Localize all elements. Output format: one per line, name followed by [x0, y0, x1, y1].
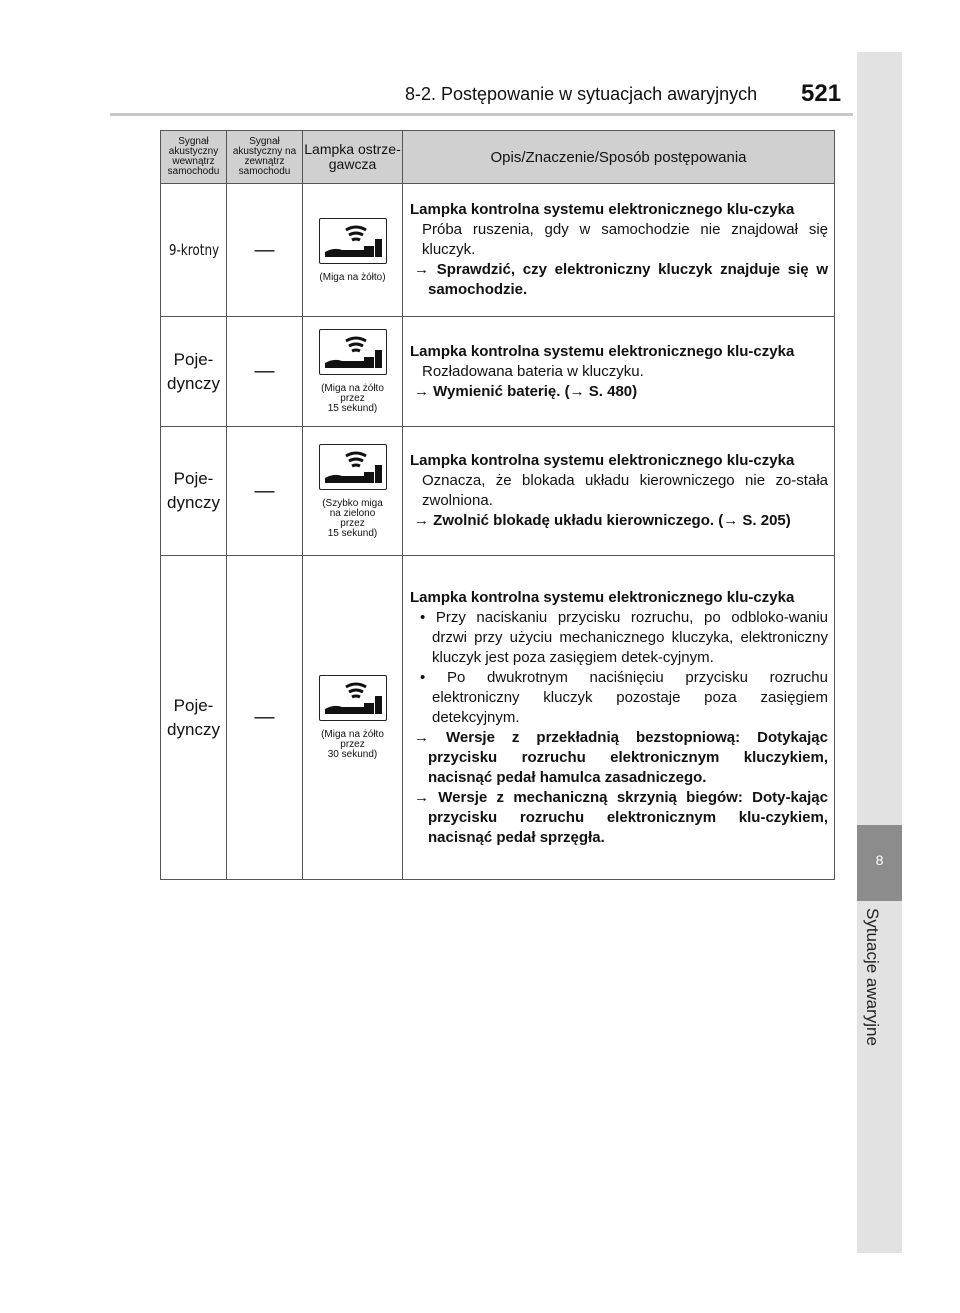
- inside-signal-cell: 9-krotny: [167, 184, 220, 317]
- chapter-label: Sytuacje awaryjne: [863, 908, 882, 1046]
- description-title: Lampka kontrolna systemu elektronicznego klu-czyka: [410, 452, 795, 469]
- table-row: [161, 427, 835, 556]
- lamp-cell: [303, 317, 403, 427]
- description-action: → Wymienić baterię. (→ S. 480): [414, 382, 638, 400]
- table-row: [161, 317, 835, 427]
- key-fob-indicator-icon: [319, 329, 387, 375]
- description-text: Próba ruszenia, gdy w samochodzie nie znajdował się kluczyk.: [422, 221, 828, 258]
- table-header-row: [161, 131, 835, 184]
- description-text: Rozładowana bateria w kluczyku.: [422, 362, 644, 380]
- warning-table: [160, 130, 835, 880]
- description-title: Lampka kontrolna systemu elektronicznego klu-czyka: [410, 201, 795, 218]
- key-fob-indicator-icon: [319, 675, 387, 721]
- inside-signal-cell: Poje-dynczy: [161, 427, 227, 556]
- header-inside-signal: Sygnał akustyczny wewnątrz samochodu: [161, 131, 227, 184]
- description-cell: [403, 317, 835, 427]
- inside-signal-cell: Poje-dynczy: [161, 317, 227, 427]
- lamp-cell: [303, 427, 403, 556]
- outside-signal-cell: —: [227, 317, 303, 427]
- description-title: Lampka kontrolna systemu elektronicznego klu-czyka: [410, 342, 795, 360]
- section-title: 8-2. Postępowanie w sytuacjach awaryjnych: [405, 84, 758, 104]
- header-warning-lamp: Lampka ostrze-gawcza: [303, 131, 403, 184]
- description-action: → Sprawdzić, czy elektroniczny kluczyk znajduje się w samochodzie.: [414, 261, 828, 298]
- inside-signal-cell: Poje-dynczy: [161, 556, 227, 880]
- lamp-note: (Szybko miga na zielono przez 15 sekund): [322, 497, 383, 539]
- header-outside-signal: Sygnał akustyczny na zewnątrz samochodu: [227, 131, 303, 184]
- key-fob-indicator-icon: [319, 444, 387, 490]
- description-cell: [403, 184, 835, 317]
- description-bullet: • Po dwukrotnym naciśnięciu przycisku rozruchu elektroniczny kluczyk pozostaje poza zasięgiem detekcyjnym.: [420, 668, 828, 726]
- description-title: Lampka kontrolna systemu elektronicznego klu-czyka: [410, 588, 795, 606]
- description-text: Oznacza, że blokada układu kierowniczego nie zo-stała zwolniona.: [422, 472, 828, 509]
- outside-signal-cell: —: [227, 556, 303, 880]
- side-bar-top: [857, 52, 902, 825]
- outside-signal-cell: —: [227, 184, 303, 317]
- lamp-note: (Miga na żółto przez 30 sekund): [321, 729, 384, 760]
- description-action: → Wersje z mechaniczną skrzynią biegów: Doty-kając przycisku rozruchu elektronicznym klu-czykiem, nacisnąć pedał sprzęgła.: [414, 788, 828, 846]
- outside-signal-cell: —: [227, 427, 303, 556]
- chapter-number: 8: [875, 852, 884, 868]
- description-action: → Zwolnić blokadę układu kierowniczego. (→ S. 205): [414, 512, 791, 529]
- description-cell: [403, 556, 835, 880]
- lamp-note: (Miga na żółto przez 15 sekund): [321, 383, 384, 414]
- table-row: [161, 556, 835, 880]
- header-description: Opis/Znaczenie/Sposób postępowania: [403, 131, 835, 184]
- lamp-cell: [303, 184, 403, 317]
- page-number: 521: [801, 80, 842, 107]
- lamp-cell: [303, 556, 403, 880]
- lamp-note: (Miga na żółto): [319, 271, 386, 283]
- description-action: → Wersje z przekładnią bezstopniową: Dotykając przycisku rozruchu elektronicznym kluczykiem, nacisnąć pedał hamulca zasadniczego.: [414, 728, 828, 786]
- key-fob-indicator-icon: [319, 218, 387, 264]
- description-cell: [403, 427, 835, 556]
- description-bullet: • Przy naciskaniu przycisku rozruchu, po odbloko-waniu drzwi przy użyciu mechanicznego kluczyka, elektroniczny kluczyk jest poza zasięgiem detek-cyjnym.: [420, 608, 828, 666]
- header-divider: [110, 113, 853, 116]
- table-row: [161, 184, 835, 317]
